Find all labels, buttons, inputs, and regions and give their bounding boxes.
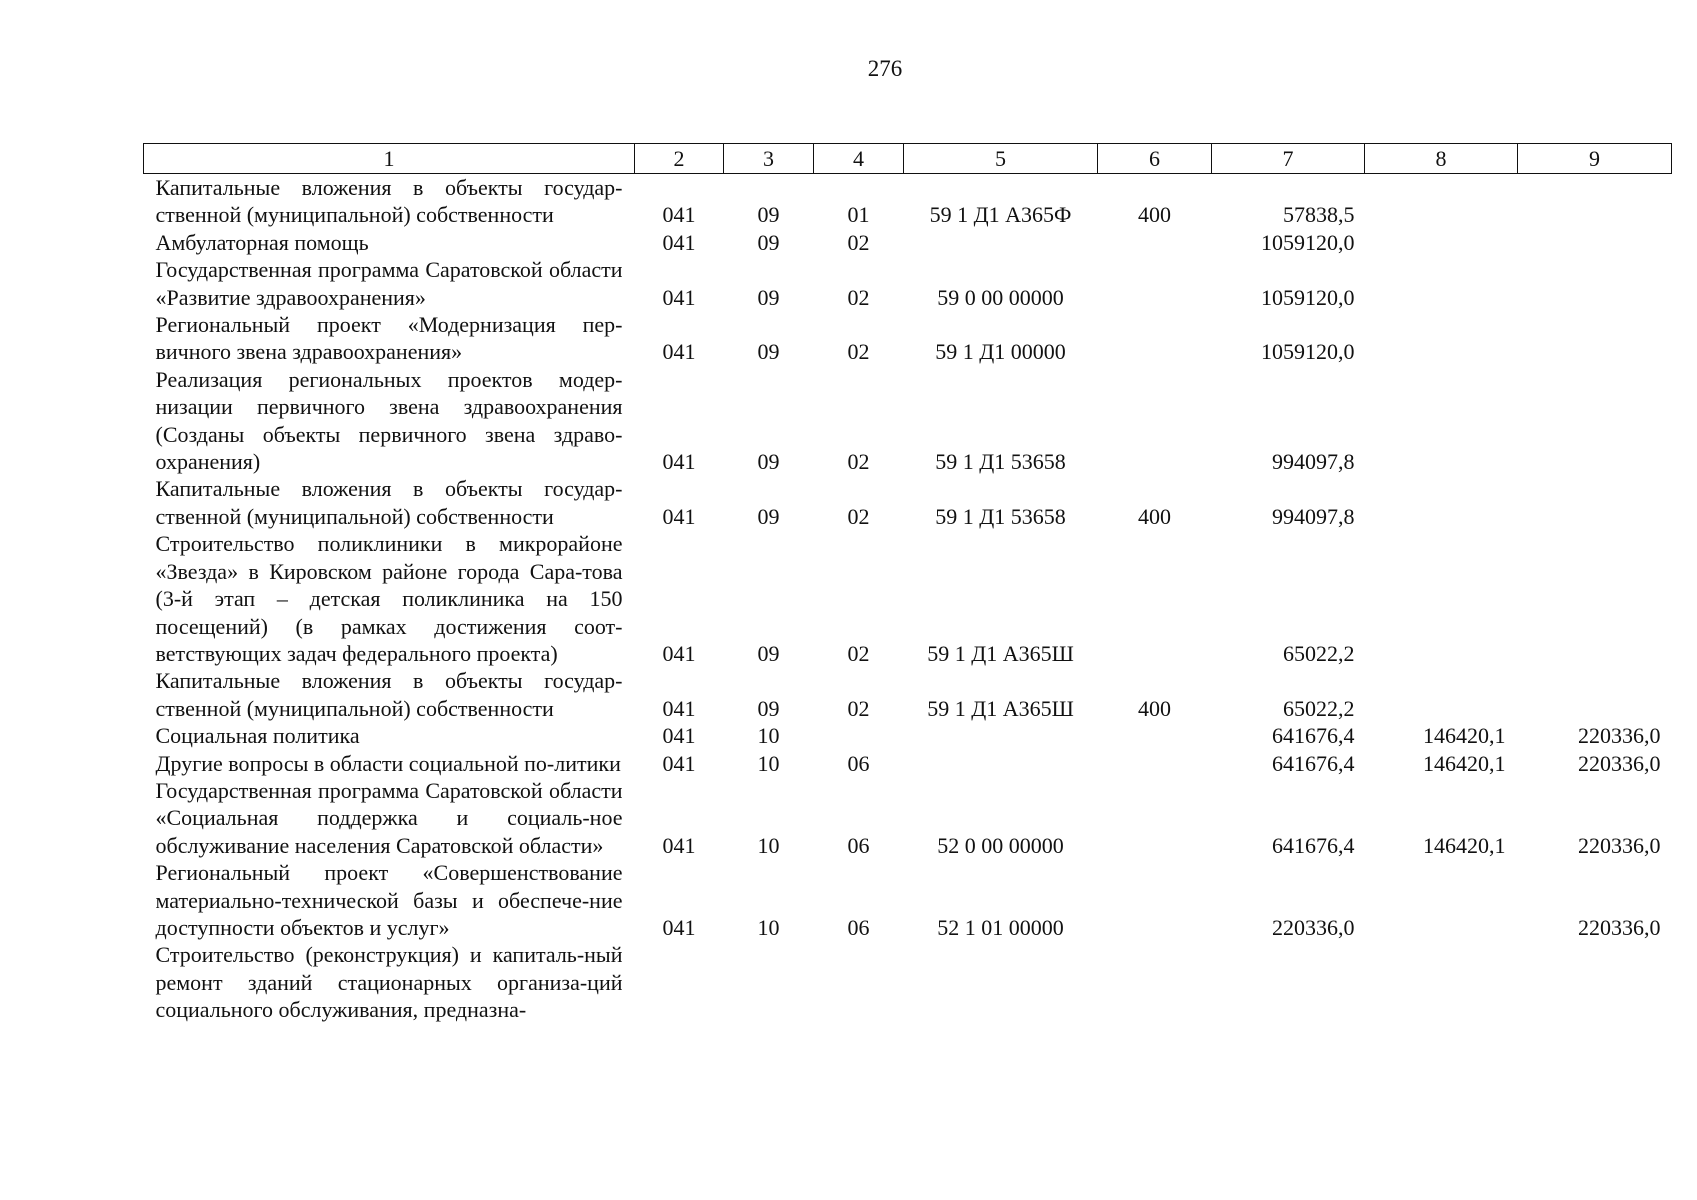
cell-col-4: 02 [847, 339, 870, 365]
header-col-9: 9 [1518, 144, 1672, 174]
cell-col-8 [1365, 530, 1518, 667]
cell-col-5: 59 1 Д1 А365Ф [929, 202, 1072, 228]
cell-col-9 [1518, 311, 1672, 366]
cell-col-3: 09 [757, 695, 780, 721]
cell-col-6 [1098, 750, 1212, 777]
cell-col-7: 641676,4 [1272, 723, 1355, 749]
row-name: Капитальные вложения в объекты государ-ственной (муниципальной) собственности [155, 476, 623, 529]
row-name: Региональный проект «Модернизация пер-вичного звена здравоохранения» [155, 312, 623, 365]
cell-col-2: 041 [662, 695, 696, 721]
cell-col-7 [1212, 941, 1365, 1023]
header-col-4: 4 [814, 144, 904, 174]
cell-col-7: 994097,8 [1272, 449, 1355, 475]
table-row [144, 722, 1672, 749]
cell-col-6 [1098, 229, 1212, 256]
cell-col-7: 994097,8 [1272, 503, 1355, 529]
cell-col-4 [814, 941, 904, 1023]
page-number: 276 [867, 56, 903, 81]
header-col-8: 8 [1365, 144, 1518, 174]
cell-col-8 [1365, 311, 1518, 366]
cell-col-5: 59 1 Д1 53658 [935, 503, 1066, 529]
header-col-2: 2 [635, 144, 724, 174]
cell-col-2: 041 [662, 284, 696, 310]
cell-col-3 [724, 941, 814, 1023]
cell-col-4 [814, 722, 904, 749]
cell-col-2: 041 [662, 640, 696, 666]
cell-col-4: 02 [847, 229, 870, 255]
cell-col-8 [1365, 859, 1518, 941]
cell-col-4: 02 [847, 695, 870, 721]
row-name: Социальная политика [155, 723, 360, 749]
budget-table [143, 143, 1672, 1024]
table-row [144, 941, 1672, 1023]
cell-col-2: 041 [662, 832, 696, 858]
cell-col-4: 02 [847, 640, 870, 666]
cell-col-8 [1365, 941, 1518, 1023]
cell-col-5 [904, 750, 1098, 777]
cell-col-2: 041 [662, 914, 696, 940]
cell-col-8 [1365, 174, 1518, 229]
cell-col-6 [1098, 941, 1212, 1023]
cell-col-9 [1518, 174, 1672, 229]
row-name: Государственная программа Саратовской области «Социальная поддержка и социаль-ное обслуживание населения Саратовской области» [155, 777, 623, 858]
cell-col-9 [1518, 530, 1672, 667]
cell-col-7: 65022,2 [1283, 695, 1355, 721]
cell-col-5 [904, 229, 1098, 256]
cell-col-5: 59 0 00 00000 [937, 284, 1064, 310]
cell-col-7: 57838,5 [1283, 202, 1355, 228]
table-row [144, 311, 1672, 366]
cell-col-5: 52 0 00 00000 [937, 832, 1064, 858]
cell-col-9 [1518, 366, 1672, 476]
cell-col-2: 041 [662, 339, 696, 365]
row-name: Амбулаторная помощь [155, 229, 369, 255]
cell-col-9 [1518, 229, 1672, 256]
cell-col-4: 02 [847, 284, 870, 310]
cell-col-5: 52 1 01 00000 [937, 914, 1064, 940]
table-row [144, 750, 1672, 777]
cell-col-2: 041 [662, 723, 696, 749]
cell-col-5: 59 1 Д1 53658 [935, 449, 1066, 475]
header-row [144, 144, 1672, 174]
row-name: Капитальные вложения в объекты государ-ственной (муниципальной) собственности [155, 175, 623, 228]
cell-col-8 [1365, 256, 1518, 311]
cell-col-6 [1098, 777, 1212, 859]
cell-col-9 [1518, 256, 1672, 311]
row-name: Государственная программа Саратовской области «Развитие здравоохранения» [155, 257, 623, 310]
cell-col-5 [904, 722, 1098, 749]
cell-col-9: 220336,0 [1578, 832, 1661, 858]
cell-col-5: 59 1 Д1 А365Ш [927, 695, 1074, 721]
cell-col-8: 146420,1 [1423, 832, 1506, 858]
cell-col-2: 041 [662, 503, 696, 529]
cell-col-4: 06 [847, 914, 870, 940]
cell-col-3: 10 [757, 914, 780, 940]
cell-col-5: 59 1 Д1 00000 [935, 339, 1066, 365]
cell-col-8: 146420,1 [1423, 750, 1506, 776]
cell-col-6: 400 [1138, 503, 1171, 529]
cell-col-9: 220336,0 [1578, 750, 1661, 776]
cell-col-3: 10 [757, 832, 780, 858]
cell-col-7: 1059120,0 [1261, 339, 1355, 365]
cell-col-3: 09 [757, 640, 780, 666]
row-name: Строительство (реконструкция) и капиталь-ный ремонт зданий стационарных организа-ций социального обслуживания, предназна- [155, 942, 623, 1023]
table-row [144, 530, 1672, 667]
cell-col-4: 06 [847, 832, 870, 858]
table-row [144, 777, 1672, 859]
row-name: Реализация региональных проектов модер-низации первичного звена здравоохранения (Созданы объекты первичного звена здраво-охранения) [155, 366, 623, 475]
table-row [144, 174, 1672, 229]
cell-col-9 [1518, 475, 1672, 530]
cell-col-3: 09 [757, 284, 780, 310]
cell-col-8: 146420,1 [1423, 723, 1506, 749]
cell-col-6 [1098, 859, 1212, 941]
cell-col-6 [1098, 256, 1212, 311]
cell-col-8 [1365, 667, 1518, 722]
cell-col-3: 10 [757, 750, 780, 776]
cell-col-6 [1098, 366, 1212, 476]
cell-col-6 [1098, 530, 1212, 667]
cell-col-5 [904, 941, 1098, 1023]
cell-col-3: 10 [757, 723, 780, 749]
cell-col-2: 041 [662, 449, 696, 475]
header-col-6: 6 [1098, 144, 1212, 174]
cell-col-9 [1518, 667, 1672, 722]
row-name: Строительство поликлиники в микрорайоне «Звезда» в Кировском районе города Сара-това (3-й этап – детская поликлиника на 150 посещений) (в рамках достижения соот-ветствующих задач федерального проекта) [155, 531, 623, 666]
row-name: Капитальные вложения в объекты государ-ственной (муниципальной) собственности [155, 668, 623, 721]
cell-col-2: 041 [662, 202, 696, 228]
cell-col-8 [1365, 229, 1518, 256]
table-row [144, 475, 1672, 530]
cell-col-7: 1059120,0 [1261, 229, 1355, 255]
header-col-7: 7 [1212, 144, 1365, 174]
cell-col-6: 400 [1138, 202, 1171, 228]
header-col-5: 5 [904, 144, 1098, 174]
row-name: Другие вопросы в области социальной по-литики [155, 750, 621, 776]
cell-col-8 [1365, 366, 1518, 476]
cell-col-3: 09 [757, 449, 780, 475]
table-row [144, 859, 1672, 941]
cell-col-2: 041 [662, 229, 696, 255]
cell-col-3: 09 [757, 503, 780, 529]
cell-col-9 [1518, 941, 1672, 1023]
cell-col-6 [1098, 311, 1212, 366]
cell-col-6 [1098, 722, 1212, 749]
cell-col-4: 06 [847, 750, 870, 776]
cell-col-7: 65022,2 [1283, 640, 1355, 666]
cell-col-3: 09 [757, 339, 780, 365]
cell-col-8 [1365, 475, 1518, 530]
table-row [144, 229, 1672, 256]
row-name: Региональный проект «Совершенствование материально-технической базы и обеспече-ние доступности объектов и услуг» [155, 860, 623, 940]
cell-col-7: 641676,4 [1272, 750, 1355, 776]
cell-col-4: 02 [847, 449, 870, 475]
cell-col-9: 220336,0 [1578, 723, 1661, 749]
table-row [144, 256, 1672, 311]
header-col-3: 3 [724, 144, 814, 174]
cell-col-6: 400 [1138, 695, 1171, 721]
table-row [144, 667, 1672, 722]
cell-col-4: 01 [847, 202, 870, 228]
cell-col-3: 09 [757, 202, 780, 228]
cell-col-2: 041 [662, 750, 696, 776]
cell-col-3: 09 [757, 229, 780, 255]
cell-col-7: 1059120,0 [1261, 284, 1355, 310]
cell-col-5: 59 1 Д1 А365Ш [927, 640, 1074, 666]
cell-col-9: 220336,0 [1578, 914, 1661, 940]
cell-col-2 [635, 941, 724, 1023]
cell-col-7: 220336,0 [1272, 914, 1355, 940]
cell-col-7: 641676,4 [1272, 832, 1355, 858]
cell-col-4: 02 [847, 503, 870, 529]
header-col-1: 1 [144, 144, 635, 174]
table-row [144, 366, 1672, 476]
